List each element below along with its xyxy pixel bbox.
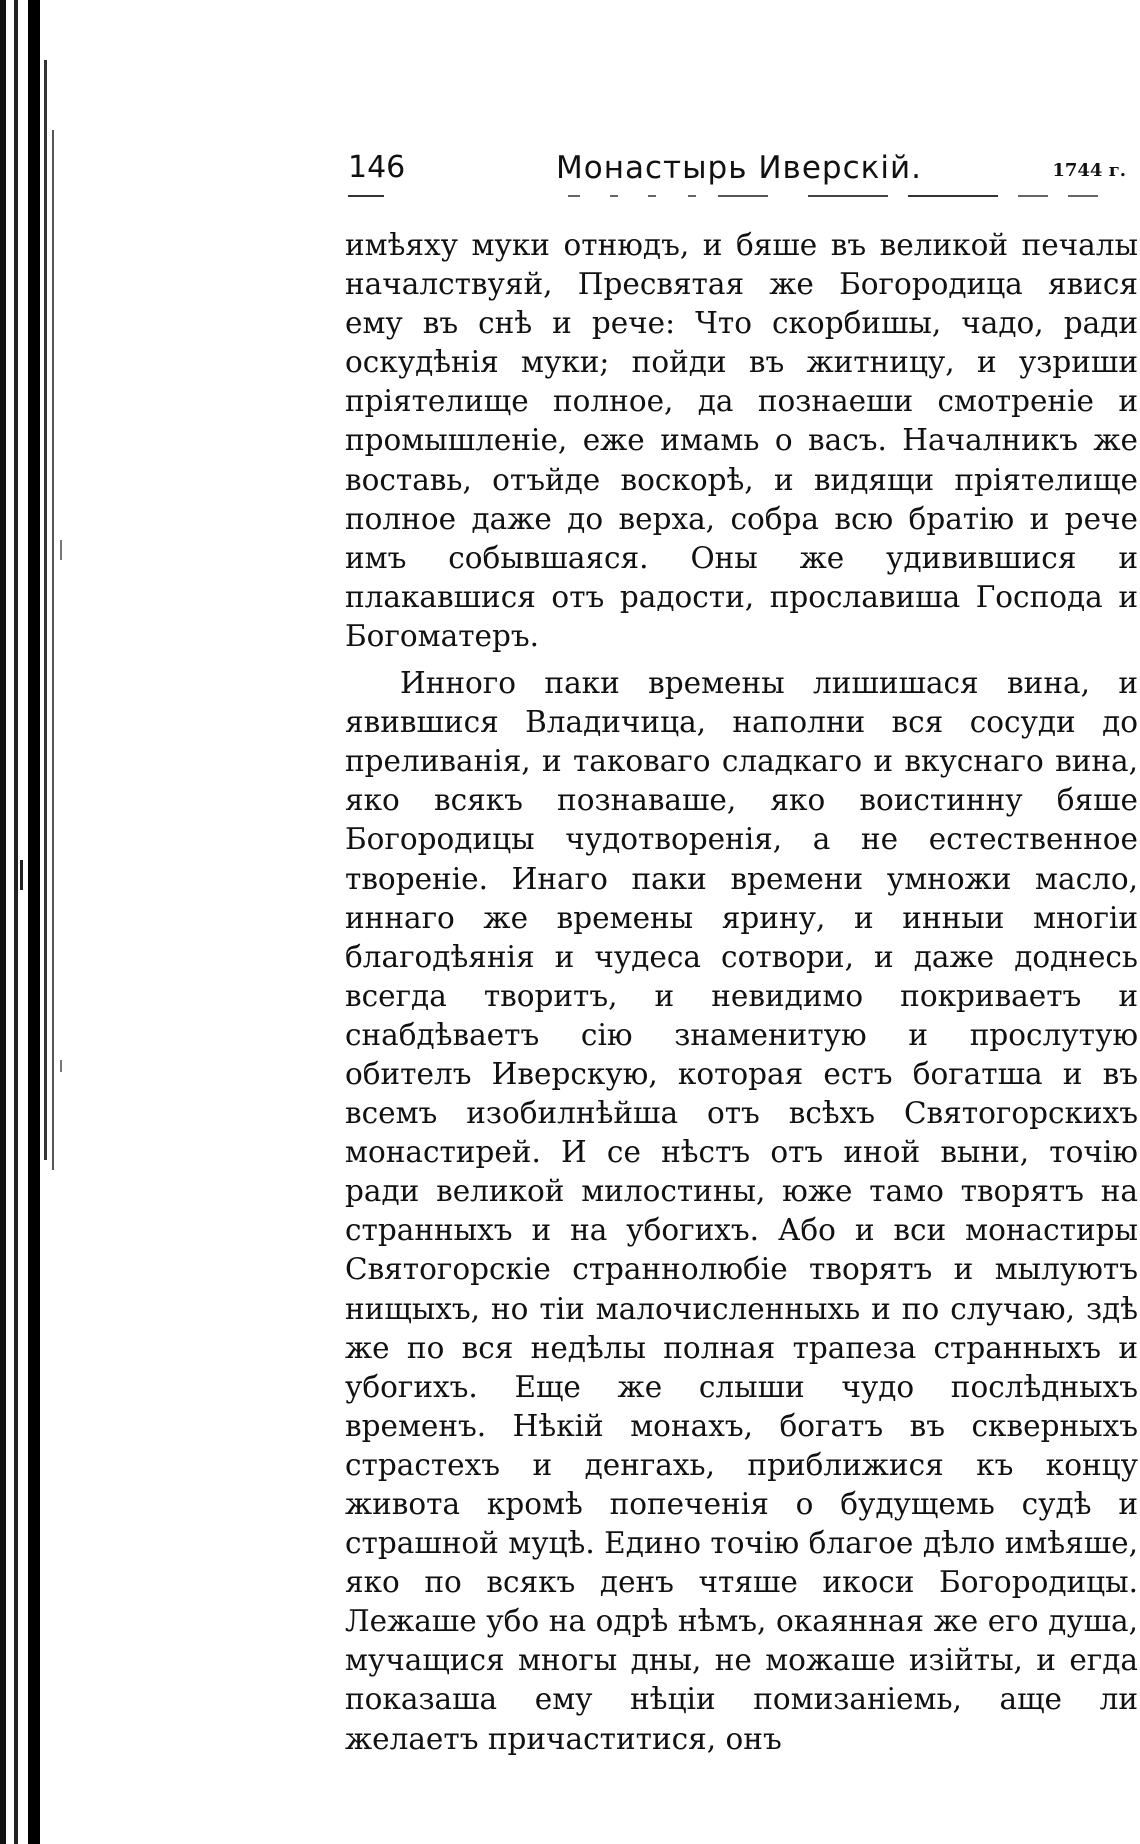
running-title: Монастырь Иверскій. [556,150,922,186]
page-body [345,226,1138,1759]
page-number: 146 [348,150,406,185]
header-rule [348,194,1138,198]
paragraph-miracles: Инного паки времены лишишася вина, и явившися Владичица, наполни вся сосуди до преливанія, и таковаго сладкаго и вкуснаго вина, яко всякъ познаваше, яко воистинну бяше Богородицы чудотворенія, а не естественное твореніе. Инаго паки времени умножи масло, иннаго же времены ярину, и инныи многіи благодѣянія и чудеса сотвори, и даже доднесь всегда творитъ, и невидимо покриваетъ и снабдѣваетъ сію знаменитую и прослутую обителъ Иверскую, которая естъ богатша и въ всемъ изобилнѣйша отъ всѣхъ Святогорскихъ монастирей. И се нѣстъ отъ иной выни, точію ради великой милостины, юже тамо творятъ на странныхъ и на убогихъ. Або и вси монастиры Святогорскіе страннолюбіе творятъ и мылуютъ нищыхъ, но тіи малочисленныхь и по случаю, здѣ же по вся недѣлы полная трапеза странныхъ и убогихъ. Еще же слыши чудо послѣдныхъ временъ. Нѣкій монахъ, богатъ въ скверныхъ страстехъ и денгахь, приближися къ концу живота кромѣ попеченія о будущемь судѣ и страшной муцѣ. Едино точію благое дѣло имѣяше, яко по всякъ денъ чтяше икоси Богородицы. Лежаше убо на одрѣ нѣмъ, окаянная же его душа, мучащися многы дны, не можаше изійты, и егда показаша ему нѣціи помизаніемь, аще ли желаетъ причаститися, онъ [345,666,1138,1756]
running-header [348,150,1140,200]
paragraph-continued: имѣяху муки отнюдъ, и бяше въ великой печалы началствуяй, Пресвятая же Богородица явися ему въ снѣ и рече: Что скорбишы, чадо, ради оскудѣнія муки; пойди въ житницу, и узриши пріятелище полное, да познаеши смотреніе и промышленіе, еже имамь о васъ. Началникъ же воставь, отъйде воскорѣ, и видящи пріятелище полное даже до верха, собра всю братію и рече имъ собывшаяся. Оны же удивившися и плакавшися отъ радости, прославиша Господа и Богоматеръ. [345,228,1138,653]
year-label: 1744 г. [1052,160,1126,181]
binding-edge-shadow [0,0,70,1844]
